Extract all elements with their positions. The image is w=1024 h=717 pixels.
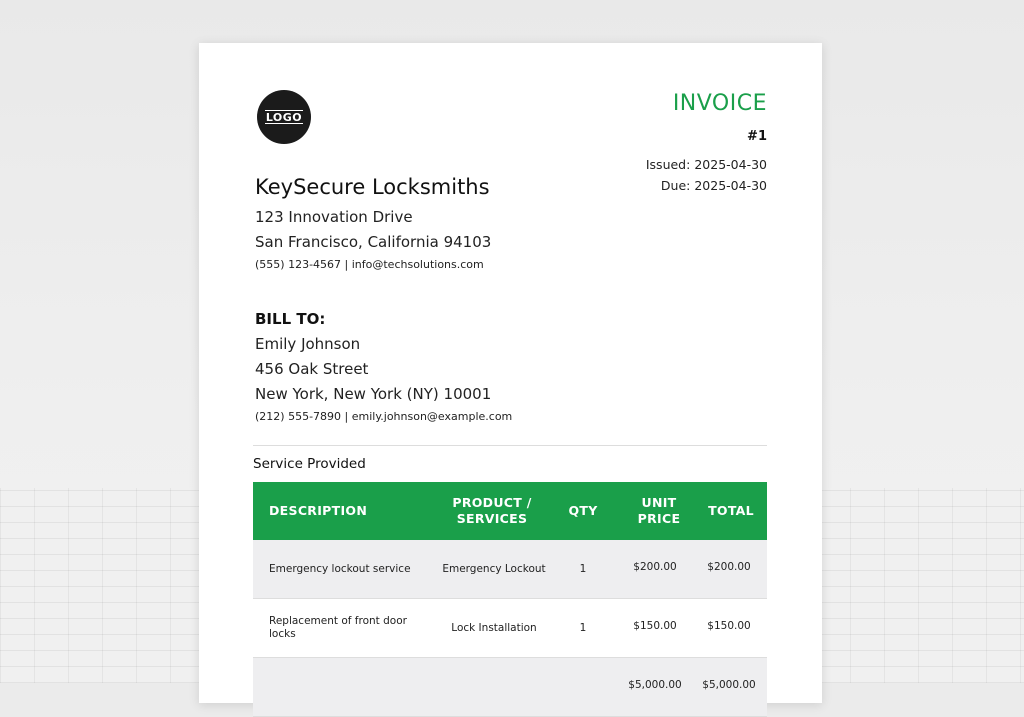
table-row xyxy=(253,599,767,658)
table-row xyxy=(253,658,767,717)
cell-product: Emergency Lockout xyxy=(442,562,546,575)
divider xyxy=(253,445,767,446)
cell-total: $200.00 xyxy=(707,560,751,573)
client-contact: (212) 555-7890 | emily.johnson@example.com xyxy=(255,410,513,423)
client-address-line2: New York, New York (NY) 10001 xyxy=(255,385,492,403)
header-description: DESCRIPTION xyxy=(269,503,368,518)
invoice-title: INVOICE xyxy=(672,91,767,116)
bill-to-label: BILL TO: xyxy=(255,310,326,328)
cell-qty: 1 xyxy=(579,621,587,634)
company-address-line1: 123 Innovation Drive xyxy=(255,208,413,226)
cell-qty xyxy=(555,658,611,716)
services-table xyxy=(253,482,767,717)
header-qty: QTY xyxy=(568,503,598,518)
cell-total: $5,000.00 xyxy=(702,678,756,691)
logo-text: LOGO xyxy=(265,110,303,124)
section-title: Service Provided xyxy=(253,456,366,472)
cell-unit-price: $200.00 xyxy=(633,560,677,573)
cell-unit-price: $150.00 xyxy=(633,619,677,632)
cell-description: Emergency lockout service xyxy=(269,562,411,575)
table-header xyxy=(253,482,767,540)
company-name: KeySecure Locksmiths xyxy=(255,175,490,199)
company-address-line2: San Francisco, California 94103 xyxy=(255,233,492,251)
cell-product xyxy=(439,658,549,716)
header-product: PRODUCT / SERVICES xyxy=(452,495,532,526)
issued-label: Issued: xyxy=(645,157,691,172)
cell-qty: 1 xyxy=(579,562,587,575)
due-value: 2025-04-30 xyxy=(694,178,767,193)
cell-description: Replacement of front door locks xyxy=(269,615,407,640)
company-contact: (555) 123-4567 | info@techsolutions.com xyxy=(255,258,484,271)
logo-rule-bottom xyxy=(265,123,303,124)
client-name: Emily Johnson xyxy=(255,335,361,353)
invoice-number: #1 xyxy=(747,129,767,144)
client-address-line1: 456 Oak Street xyxy=(255,360,369,378)
cell-total: $150.00 xyxy=(707,619,751,632)
header-total: TOTAL xyxy=(708,503,754,518)
logo xyxy=(257,90,311,144)
due-label: Due: xyxy=(660,178,691,193)
issued-date xyxy=(646,157,767,172)
issued-value: 2025-04-30 xyxy=(694,157,767,172)
due-date xyxy=(661,178,767,193)
cell-product: Lock Installation xyxy=(451,621,537,634)
table-row xyxy=(253,540,767,599)
cell-description xyxy=(269,658,429,716)
cell-unit-price: $5,000.00 xyxy=(628,678,682,691)
header-unit-price: UNIT PRICE xyxy=(637,495,681,526)
invoice-sheet xyxy=(199,43,822,703)
